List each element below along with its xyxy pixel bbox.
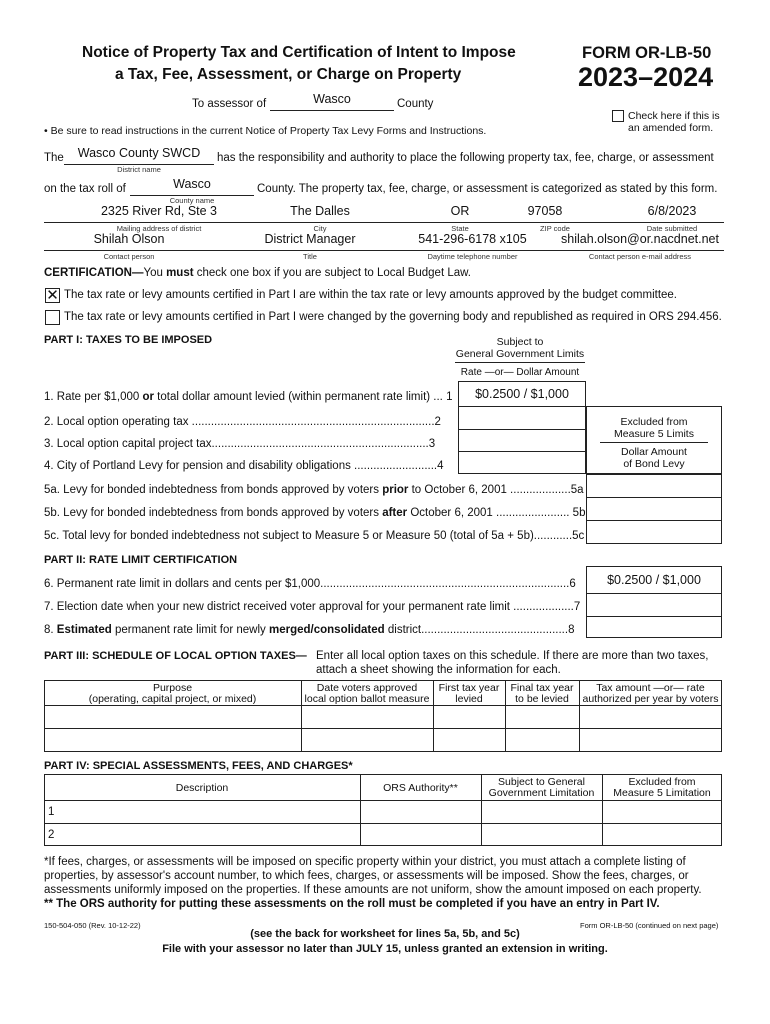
part1-bond-line2: of Bond Levy: [623, 458, 685, 470]
to-assessor-input[interactable]: Wasco: [313, 92, 351, 106]
line6-value[interactable]: $0.2500 / $1,000: [607, 573, 701, 587]
certification-option2-checkbox[interactable]: [45, 310, 60, 325]
contact-input[interactable]: Shilah Olson: [93, 232, 165, 246]
county-text: County. The property tax, fee, charge, or assessment is categorized as stated by this form.: [257, 183, 718, 195]
line2-rule: [458, 429, 586, 430]
part4-col-subject-1: Subject to General: [498, 776, 585, 788]
phone-input[interactable]: 541-296-6178 x105: [418, 232, 527, 246]
part3-col-purpose-1: Purpose: [152, 682, 193, 694]
to-assessor-underline: [270, 110, 394, 111]
certification-option2-label: The tax rate or levy amounts certified in Part I were changed by the governing body and republished as required in ORS 294.456.: [64, 311, 722, 323]
city-input[interactable]: The Dalles: [290, 204, 350, 218]
address-caption: Mailing address of district: [116, 224, 202, 233]
address-row-line: [44, 222, 724, 223]
part1-subject-line1: Subject to: [496, 336, 544, 348]
part1-excluded-rule: [600, 442, 708, 443]
part1-subject-rule: [455, 362, 585, 363]
line6-rule: [586, 593, 722, 594]
form-title-line2: a Tax, Fee, Assessment, or Charge on Property: [115, 66, 462, 83]
amended-label-1: Check here if this is: [628, 110, 720, 122]
date-caption: Date submitted: [646, 224, 698, 233]
part3-col-final-1: Final tax year: [510, 682, 574, 694]
part1-heading: PART I: TAXES TO BE IMPOSED: [44, 334, 213, 346]
amended-checkbox[interactable]: [612, 110, 624, 122]
line5a-rule: [586, 497, 722, 498]
certification-option1-checkbox[interactable]: ✕: [46, 287, 59, 304]
part3-col-final-2: to be levied: [515, 693, 569, 705]
footer-note-line4: ** The ORS authority for putting these assessments on the roll must be completed if you have an entry in Part IV.: [44, 898, 660, 910]
part2-heading: PART II: RATE LIMIT CERTIFICATION: [44, 554, 238, 566]
part3-col-date-2: local option ballot measure: [304, 693, 430, 705]
part3-col-first-2: levied: [455, 693, 483, 705]
see-back-note: (see the back for worksheet for lines 5a, 5b, and 5c): [250, 928, 520, 940]
part3-col-amount-2: authorized per year by voters: [582, 693, 719, 705]
to-assessor-suffix: County: [397, 98, 434, 110]
responsibility-text: has the responsibility and authority to place the following property tax, fee, charge, or assessment: [217, 152, 714, 164]
line2-label: 2. Local option operating tax ............................................................................2: [44, 416, 441, 428]
file-by-note: File with your assessor no later than JULY 15, unless granted an extension in writing.: [162, 943, 608, 955]
line4-label: 4. City of Portland Levy for pension and disability obligations ..........................4: [44, 460, 444, 472]
footer-note-line2: properties, by assessor's account number, to which fees, charges, or assessments will be imposed. Show the fees, charges, or: [44, 870, 689, 882]
part4-row1-number: 1: [48, 806, 55, 818]
tax-roll-prefix: on the tax roll of: [44, 183, 126, 195]
part3-heading: PART III: SCHEDULE OF LOCAL OPTION TAXES—: [44, 650, 307, 662]
part3-intro-line1: Enter all local option taxes on this schedule. If there are more than two taxes,: [316, 650, 709, 662]
part4-col-excluded-2: Measure 5 Limitation: [613, 787, 711, 799]
district-name-input[interactable]: Wasco County SWCD: [77, 146, 201, 160]
certification-instruction: CERTIFICATION—You must check one box if you are subject to Local Budget Law.: [44, 267, 472, 279]
form-id: FORM OR-LB-50: [582, 44, 712, 62]
form-title-line1: Notice of Property Tax and Certification of Intent to Impose: [82, 44, 516, 61]
certification-option1-label: The tax rate or levy amounts certified in Part I are within the tax rate or levy amounts approved by the budget committee.: [64, 289, 677, 301]
part4-heading: PART IV: SPECIAL ASSESSMENTS, FEES, AND CHARGES*: [44, 760, 353, 772]
zip-input[interactable]: 97058: [527, 204, 563, 218]
contact-caption: Contact person: [103, 252, 155, 261]
line5b-label: 5b. Levy for bonded indebtedness from bonds approved by voters after October 6, 2001 ....................... 5b: [44, 507, 586, 519]
part1-excluded-line1: Excluded from: [620, 416, 688, 428]
continued-note: Form OR-LB-50 (continued on next page): [580, 921, 719, 930]
part4-col-excluded-1: Excluded from: [628, 776, 696, 788]
part4-row-rule: [44, 823, 722, 824]
part3-col-purpose-2: (operating, capital project, or mixed): [88, 693, 257, 705]
part1-excluded-line2: Measure 5 Limits: [614, 428, 694, 440]
county-input[interactable]: Wasco: [173, 177, 211, 191]
email-caption: Contact person e-mail address: [588, 252, 692, 261]
part4-col-ors: ORS Authority**: [383, 782, 458, 794]
date-input[interactable]: 6/8/2023: [647, 204, 697, 218]
form-years: 2023–2024: [578, 62, 714, 92]
to-assessor-prefix: To assessor of: [192, 98, 267, 110]
footer-note-line3: assessments uniformly imposed on the properties. If these amounts are not uniform, show the amount imposed on each property.: [44, 884, 702, 896]
title-input[interactable]: District Manager: [264, 232, 356, 246]
part1-bond-line1: Dollar Amount: [621, 446, 687, 458]
part1-rate-header: Rate —or— Dollar Amount: [460, 367, 580, 378]
footer-note-line1: *If fees, charges, or assessments will be imposed on specific property within your district, you must attach a complete listing of: [44, 856, 686, 868]
part4-col-subject-2: Government Limitation: [488, 787, 595, 799]
line8-label: 8. Estimated permanent rate limit for newly merged/consolidated district..............................................8: [44, 624, 575, 636]
city-caption: City: [313, 224, 327, 233]
line2-4-subject-box[interactable]: [458, 406, 586, 474]
line6-label: 6. Permanent rate limit in dollars and cents per $1,000..............................................................................6: [44, 578, 576, 590]
part3-intro-line2: attach a sheet showing the information for each.: [316, 664, 561, 676]
part1-subject-line2: General Government Limits: [455, 348, 585, 360]
part4-row2-number: 2: [48, 829, 55, 841]
line3-label: 3. Local option capital project tax....................................................................3: [44, 438, 436, 450]
line3-rule: [458, 451, 586, 452]
phone-caption: Daytime telephone number: [427, 252, 518, 261]
line5c-label: 5c. Total levy for bonded indebtedness not subject to Measure 5 or Measure 50 (total of 5a + 5b)............5c: [44, 530, 585, 542]
part3-col-amount-1: Tax amount —or— rate: [596, 682, 705, 694]
the-label: The: [44, 152, 64, 164]
line7-rule: [586, 616, 722, 617]
state-input[interactable]: OR: [450, 204, 470, 218]
county-caption: County name: [169, 196, 215, 205]
line5b-rule: [586, 520, 722, 521]
part3-col-first-1: First tax year: [438, 682, 500, 694]
email-input[interactable]: shilah.olson@or.nacdnet.net: [561, 232, 719, 246]
line5-bond-box[interactable]: [586, 474, 722, 544]
part3-row-rule: [44, 728, 722, 729]
line1-label: 1. Rate per $1,000 or total dollar amount levied (within permanent rate limit) ... 1: [44, 391, 453, 403]
title-caption: Title: [303, 252, 317, 261]
zip-caption: ZIP code: [540, 224, 570, 233]
district-name-caption: District name: [117, 165, 161, 174]
part3-header-rule: [44, 705, 722, 706]
form-number: 150-504-050 (Rev. 10-12-22): [44, 921, 141, 930]
part4-header-rule: [44, 800, 722, 801]
state-caption: State: [451, 224, 469, 233]
line1-value[interactable]: $0.2500 / $1,000: [475, 387, 569, 401]
line5a-label: 5a. Levy for bonded indebtedness from bonds approved by voters prior to October 6, 2001 ...................5a: [44, 484, 584, 496]
part3-col-date-1: Date voters approved: [316, 682, 418, 694]
instructions-note: • Be sure to read instructions in the current Notice of Property Tax Levy Forms and Instructions.: [44, 125, 487, 137]
address-input[interactable]: 2325 River Rd, Ste 3: [100, 204, 218, 218]
line7-label: 7. Election date when your new district received voter approval for your permanent rate limit ...................7: [44, 601, 581, 613]
amended-label-2: an amended form.: [628, 122, 714, 134]
contact-row-line: [44, 250, 724, 251]
part4-col-desc: Description: [175, 782, 229, 794]
